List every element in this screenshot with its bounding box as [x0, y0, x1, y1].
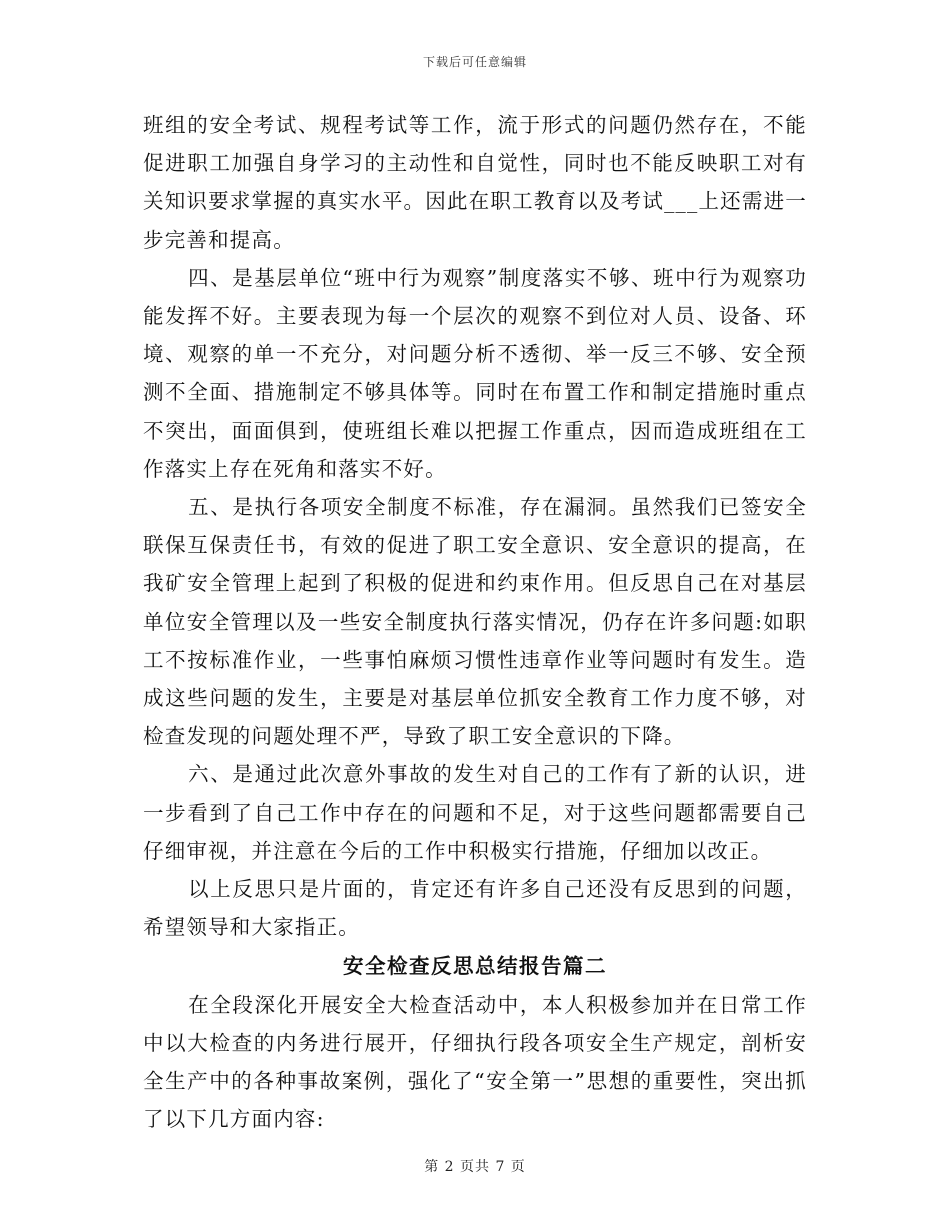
- paragraph-continuation: 班组的安全考试、规程考试等工作，流于形式的问题仍然存在，不能促进职工加强自身学习的主动性和自觉性，同时也不能反映职工对有关知识要求掌握的真实水平。因此在职工教育以及考试___上还需进一步完善和提高。: [143, 113, 807, 252]
- page-footer: 第 2 页共 7 页: [424, 1159, 526, 1175]
- paragraph-conclusion: 以上反思只是片面的，肯定还有许多自己还没有反思到的问题，希望领导和大家指正。: [143, 877, 807, 940]
- paragraph-item-four: 四、是基层单位“班中行为观察”制度落实不够、班中行为观察功能发挥不好。主要表现为每一个层次的观察不到位对人员、设备、环境、观察的单一不充分，对问题分析不透彻、举一反三不够、安全预测不全面、措施制定不够具体等。同时在布置工作和制定措施时重点不突出，面面俱到，使班组长难以把握工作重点，因而造成班组在工作落实上存在死角和落实不好。: [143, 265, 807, 481]
- page-header: 下载后可任意编辑: [422, 55, 527, 69]
- paragraph-item-six: 六、是通过此次意外事故的发生对自己的工作有了新的认识，进一步看到了自己工作中存在的问题和不足，对于这些问题都需要自己仔细审视，并注意在今后的工作中积极实行措施，仔细加以改正。: [143, 762, 807, 863]
- section-paragraph: 在全段深化开展安全大检查活动中，本人积极参加并在日常工作中以大检查的内务进行展开，仔细执行段各项安全生产规定，剖析安全生产中的各种事故案例，强化了“安全第一”思想的重要性，突出抓了以下几方面内容:: [143, 992, 807, 1132]
- section-title: 安全检查反思总结报告篇二: [343, 954, 607, 979]
- document-body: [143, 106, 807, 1138]
- paragraph-item-five: 五、是执行各项安全制度不标准，存在漏洞。虽然我们已签安全联保互保责任书，有效的促进了职工安全意识、安全意识的提高，在我矿安全管理上起到了积极的促进和约束作用。但反思自己在对基层单位安全管理以及一些安全制度执行落实情况，仍存在许多问题:如职工不按标准作业，一些事怕麻烦习惯性违章作业等问题时有发生。造成这些问题的发生，主要是对基层单位抓安全教育工作力度不够，对检查发现的问题处理不严，导致了职工安全意识的下降。: [143, 495, 807, 749]
